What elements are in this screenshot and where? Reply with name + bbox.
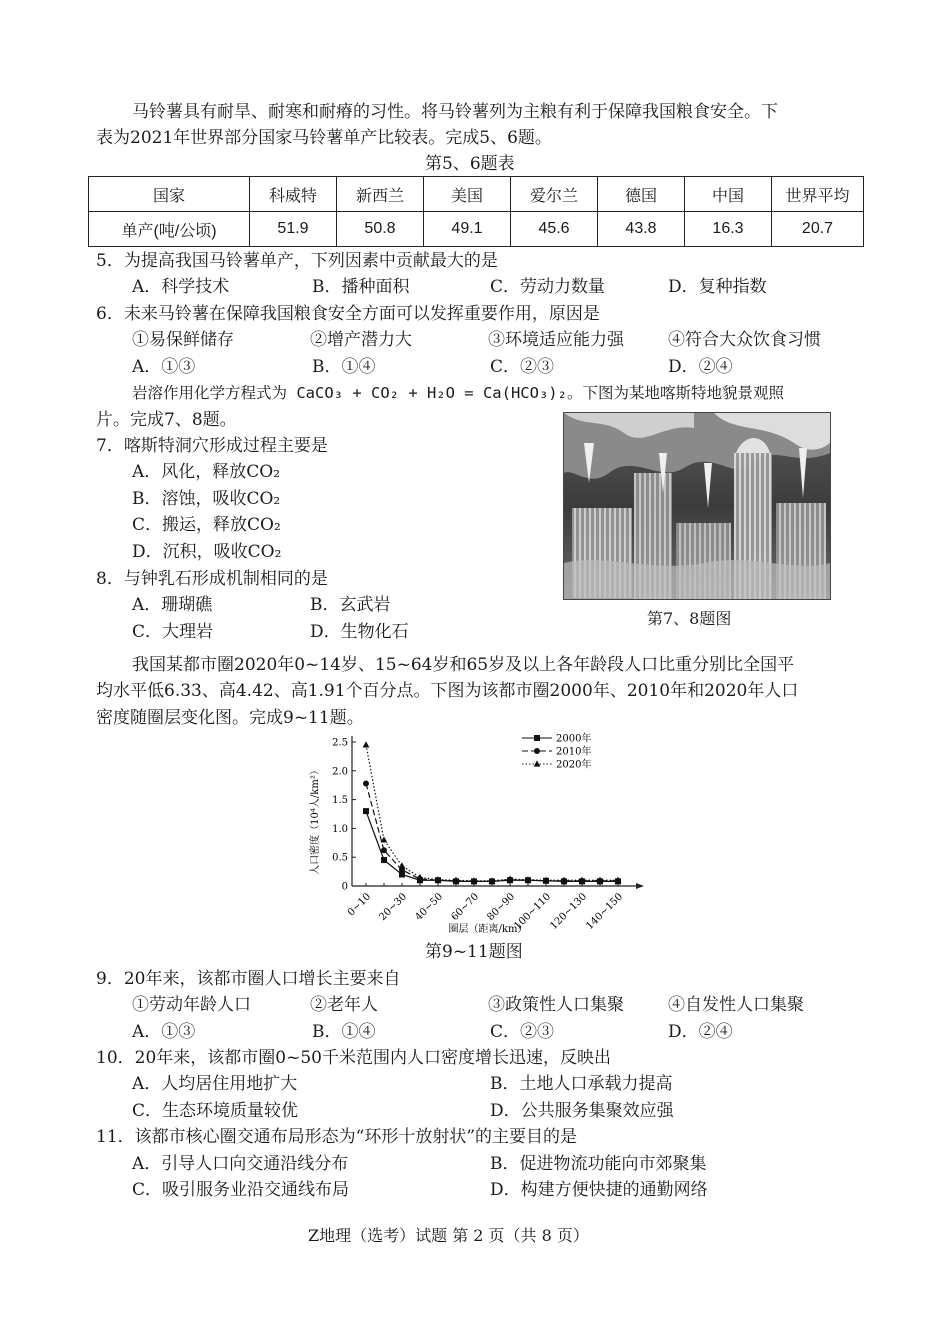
data-point-triangle: [534, 760, 541, 766]
q5-option-c: C．劳动力数量: [490, 277, 606, 297]
y-tick-label: 1.5: [332, 795, 348, 807]
chart-caption: 第9~11题图: [425, 942, 523, 962]
table-cell: 50.8: [337, 212, 424, 247]
table-cell: 43.8: [598, 212, 685, 247]
karst-cave-photo: [563, 412, 831, 600]
q9-item-1: ①劳动年龄人口: [132, 995, 251, 1015]
q7-option-d: D．沉积，吸收CO₂: [132, 542, 282, 562]
y-tick-label: 2.0: [332, 766, 348, 778]
q6-stem: 6．未来马铃薯在保障我国粮食安全方面可以发挥重要作用，原因是: [96, 304, 600, 324]
table-cell: 49.1: [424, 212, 511, 247]
q6-item-3: ③环境适应能力强: [488, 330, 624, 350]
data-point-circle: [381, 847, 387, 853]
q8-option-b: B．玄武岩: [310, 595, 391, 615]
karst-cave-image: [564, 413, 830, 599]
q9-item-3: ③政策性人口集聚: [488, 995, 624, 1015]
data-point-circle: [534, 748, 540, 754]
q10-stem: 10．20年来，该都市圈0~50千米范围内人口密度增长迅速，反映出: [96, 1048, 611, 1068]
series-0: [363, 808, 621, 884]
table-cell: 45.6: [511, 212, 598, 247]
data-point-triangle: [399, 862, 406, 868]
q6-option-d: D．②④: [668, 357, 733, 377]
x-tick-label: 0~10: [345, 891, 374, 919]
intro-7-8-line-1: 岩溶作用化学方程式为 CaCO₃ + CO₂ + H₂O = Ca(HCO₃)₂。下图为某地喀斯特地貌景观照: [132, 384, 784, 402]
q11-stem: 11．该都市核心圈交通布局形态为“环形十放射状”的主要目的是: [96, 1127, 578, 1147]
table-caption: 第5、6题表: [425, 154, 515, 174]
q5-stem: 5．为提高我国马铃薯单产，下列因素中贡献最大的是: [96, 251, 498, 271]
x-axis-label: 圈层（距离/km）: [448, 924, 528, 935]
intro-9-11-line-1: 我国某都市圈2020年0~14岁、15~64岁和65岁及以上各年龄段人口比重分别比全国平: [132, 655, 795, 675]
q8-stem: 8．与钟乳石形成机制相同的是: [96, 569, 328, 589]
intro-5-6-line-2: 表为2021年世界部分国家马铃薯单产比较表。完成5、6题。: [96, 128, 552, 148]
page-footer: Z地理（选考）试题 第 2 页（共 8 页）: [308, 1226, 589, 1245]
table-cell: 科威特: [250, 177, 337, 212]
table-cell: 国家: [89, 177, 250, 212]
table-cell: 51.9: [250, 212, 337, 247]
q8-option-a: A．珊瑚礁: [132, 595, 213, 615]
y-tick-label: 0.5: [332, 852, 348, 864]
q5-option-b: B．播种面积: [312, 277, 410, 297]
x-tick-label: 140~150: [584, 891, 626, 932]
table-header-row: [89, 177, 864, 212]
legend-label: 2000年: [556, 733, 592, 745]
q8-option-c: C．大理岩: [132, 622, 214, 642]
x-axis-arrow: [636, 883, 644, 889]
q6-item-4: ④符合大众饮食习惯: [668, 330, 821, 350]
series-1: [363, 780, 621, 884]
q6-option-c: C．②③: [490, 357, 555, 377]
table-cell: 单产(吨/公顷): [89, 212, 250, 247]
q11-option-d: D．构建方便快捷的通勤网络: [490, 1180, 708, 1200]
yield-table: [88, 176, 864, 247]
table-cell: 世界平均: [772, 177, 864, 212]
x-tick-label: 120~130: [548, 891, 590, 932]
intro-7-8-line-2: 片。完成7、8题。: [96, 410, 237, 430]
data-point-square: [363, 808, 369, 814]
table-cell: 16.3: [685, 212, 772, 247]
q9-item-4: ④自发性人口集聚: [668, 995, 804, 1015]
q7-option-b: B．溶蚀，吸收CO₂: [132, 489, 281, 509]
q11-option-c: C．吸引服务业沿交通线布局: [132, 1180, 350, 1200]
table-cell: 中国: [685, 177, 772, 212]
q8-option-d: D．生物化石: [310, 622, 409, 642]
x-tick-label: 60~70: [449, 891, 482, 923]
data-point-square: [534, 735, 540, 741]
y-tick-label: 0: [341, 881, 348, 893]
q6-item-2: ②增产潜力大: [310, 330, 412, 350]
q5-option-d: D．复种指数: [668, 277, 767, 297]
x-tick-label: 40~50: [413, 891, 446, 923]
q7-option-c: C．搬运，释放CO₂: [132, 515, 281, 535]
table-cell: 20.7: [772, 212, 864, 247]
q9-option-c: C．②③: [490, 1022, 555, 1042]
q9-option-a: A．①③: [132, 1022, 196, 1042]
q10-option-d: D．公共服务集聚效应强: [490, 1101, 674, 1121]
q10-option-a: A．人均居住用地扩大: [132, 1074, 298, 1094]
table-cell: 德国: [598, 177, 685, 212]
q10-option-b: B．土地人口承载力提高: [490, 1074, 673, 1094]
q7-option-a: A．风化，释放CO₂: [132, 462, 281, 482]
data-point-square: [381, 857, 387, 863]
intro-5-6-line-1: 马铃薯具有耐旱、耐寒和耐瘠的习性。将马铃薯列为主粮有利于保障我国粮食安全。下: [132, 102, 778, 122]
q6-item-1: ①易保鲜储存: [132, 330, 234, 350]
x-tick-label: 80~90: [485, 891, 518, 923]
q5-option-a: A．科学技术: [132, 277, 230, 297]
y-axis-label: 人口密度（10⁴人/km²）: [310, 765, 321, 875]
q9-option-d: D．②④: [668, 1022, 733, 1042]
table-cell: 新西兰: [337, 177, 424, 212]
intro-9-11-line-3: 密度随圈层变化图。完成9~11题。: [96, 708, 364, 728]
q9-item-2: ②老年人: [310, 995, 378, 1015]
legend-label: 2010年: [556, 746, 592, 758]
q11-option-a: A．引导人口向交通沿线分布: [132, 1154, 349, 1174]
photo-caption: 第7、8题图: [647, 609, 732, 628]
x-tick-label: 20~30: [377, 891, 410, 923]
q6-option-a: A．①③: [132, 357, 196, 377]
x-tick-label: 100~110: [512, 891, 554, 932]
data-point-circle: [363, 780, 369, 786]
q9-stem: 9．20年来，该都市圈人口增长主要来自: [96, 969, 401, 989]
y-tick-label: 1.0: [332, 823, 348, 835]
intro-9-11-line-2: 均水平低6.33、高4.42、高1.91个百分点。下图为该都市圈2000年、2010年和2020年人口: [96, 681, 799, 701]
data-point-triangle: [417, 874, 424, 880]
table-cell: 美国: [424, 177, 511, 212]
legend-label: 2020年: [556, 759, 592, 771]
population-density-chart: [306, 728, 656, 936]
q11-option-b: B．促进物流功能向市郊聚集: [490, 1154, 707, 1174]
table-cell: 爱尔兰: [511, 177, 598, 212]
y-tick-label: 2.5: [332, 737, 348, 749]
table-data-row: [89, 212, 864, 247]
q6-option-b: B．①④: [312, 357, 376, 377]
q10-option-c: C．生态环境质量较优: [132, 1101, 299, 1121]
q9-option-b: B．①④: [312, 1022, 376, 1042]
data-point-triangle: [363, 741, 370, 747]
q7-stem: 7．喀斯特洞穴形成过程主要是: [96, 436, 328, 456]
